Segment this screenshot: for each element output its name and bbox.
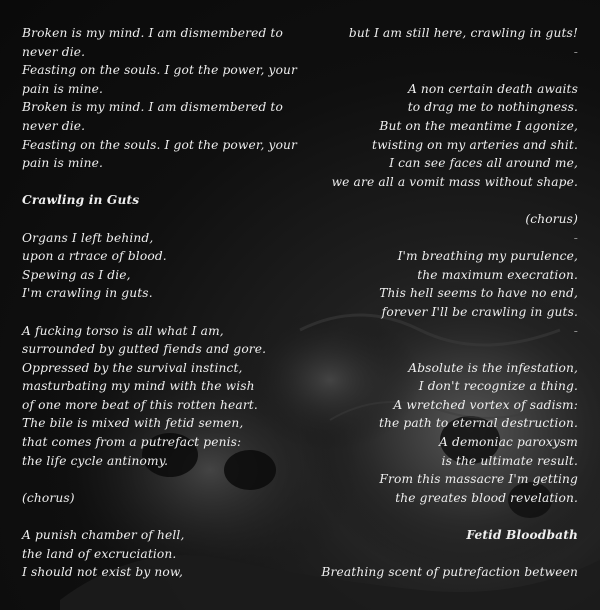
lyric-line: I'm crawling in guts. bbox=[22, 286, 153, 301]
blank-line bbox=[298, 507, 578, 526]
song-title: Fetid Bloodbath bbox=[466, 528, 578, 543]
lyric-line: we are all a vomit mass without shape. bbox=[331, 174, 578, 189]
lyric-line: But on the meantime I agonize, bbox=[379, 118, 578, 133]
lyric-line: A wretched vortex of sadism: bbox=[393, 397, 578, 412]
separator-dash: - bbox=[573, 44, 578, 59]
lyric-line: the land of excruciation. bbox=[22, 546, 177, 561]
song-title: Crawling in Guts bbox=[22, 193, 140, 208]
lyric-line: the maximum execration. bbox=[417, 267, 578, 282]
blank-line bbox=[298, 61, 578, 80]
blank-line bbox=[298, 545, 578, 564]
lyric-line: From this massacre I'm getting bbox=[379, 472, 578, 487]
lyric-line: A demoniac paroxysm bbox=[439, 435, 578, 450]
lyric-line: but I am still here, crawling in guts! bbox=[348, 26, 578, 40]
lyric-line: Organs I left behind, bbox=[22, 230, 154, 245]
lyric-line: Spewing as I die, bbox=[22, 267, 131, 282]
lyric-line: upon a rtrace of blood. bbox=[22, 249, 167, 264]
lyric-line: the greates blood revelation. bbox=[395, 490, 578, 505]
lyric-line: I don't recognize a thing. bbox=[418, 379, 578, 394]
lyric-line: Absolute is the infestation, bbox=[408, 360, 578, 375]
blank-line bbox=[298, 340, 578, 359]
blank-line bbox=[22, 303, 322, 322]
lyric-line: pain is mine. bbox=[22, 156, 104, 171]
lyric-line: forever I'll be crawling in guts. bbox=[381, 304, 578, 319]
lyric-line: I should not exist by now, bbox=[22, 565, 184, 580]
lyric-line: Oppressed by the survival instinct, bbox=[22, 360, 243, 375]
lyrics-left-column bbox=[22, 24, 322, 582]
lyric-line: The bile is mixed with fetid semen, bbox=[22, 416, 244, 431]
lyric-line: A fucking torso is all what I am, bbox=[22, 323, 224, 338]
lyric-line: Broken is my mind. I am dismembered to bbox=[22, 100, 283, 115]
lyric-line: never die. bbox=[22, 44, 86, 59]
separator-dash: - bbox=[573, 323, 578, 338]
blank-line bbox=[298, 191, 578, 210]
lyric-line: Feasting on the souls. I got the power, your bbox=[22, 63, 298, 78]
blank-line bbox=[22, 507, 322, 526]
lyric-line: masturbating my mind with the wish bbox=[22, 379, 255, 394]
lyric-line: is the ultimate result. bbox=[441, 453, 578, 468]
lyric-line: Broken is my mind. I am dismembered to bbox=[22, 26, 283, 40]
lyric-line: Feasting on the souls. I got the power, your bbox=[22, 137, 298, 152]
lyric-line: A non certain death awaits bbox=[407, 81, 578, 96]
blank-line bbox=[22, 210, 322, 229]
lyric-line: I can see faces all around me, bbox=[389, 156, 578, 171]
lyric-line: of one more beat of this rotten heart. bbox=[22, 397, 258, 412]
lyric-line: never die. bbox=[22, 118, 86, 133]
lyric-line: that comes from a putrefact penis: bbox=[22, 435, 242, 450]
separator-dash: - bbox=[573, 230, 578, 245]
blank-line bbox=[22, 173, 322, 192]
lyric-line: Breathing scent of putrefaction between bbox=[321, 565, 578, 580]
lyric-line: the life cycle antinomy. bbox=[22, 453, 169, 468]
blank-line bbox=[22, 470, 322, 489]
lyric-line: twisting on my arteries and shit. bbox=[372, 137, 578, 152]
lyric-line: the path to eternal destruction. bbox=[379, 416, 578, 431]
lyric-line: to drag me to nothingness. bbox=[407, 100, 578, 115]
lyrics-right-column bbox=[298, 24, 578, 582]
lyric-line: A punish chamber of hell, bbox=[22, 528, 185, 543]
lyric-line: (chorus) bbox=[22, 490, 75, 505]
lyric-line: I'm breathing my purulence, bbox=[397, 249, 578, 264]
lyric-line: pain is mine. bbox=[22, 81, 104, 96]
lyric-line: (chorus) bbox=[525, 211, 578, 226]
lyric-line: surrounded by gutted fiends and gore. bbox=[22, 342, 267, 357]
lyric-line: This hell seems to have no end, bbox=[379, 286, 578, 301]
